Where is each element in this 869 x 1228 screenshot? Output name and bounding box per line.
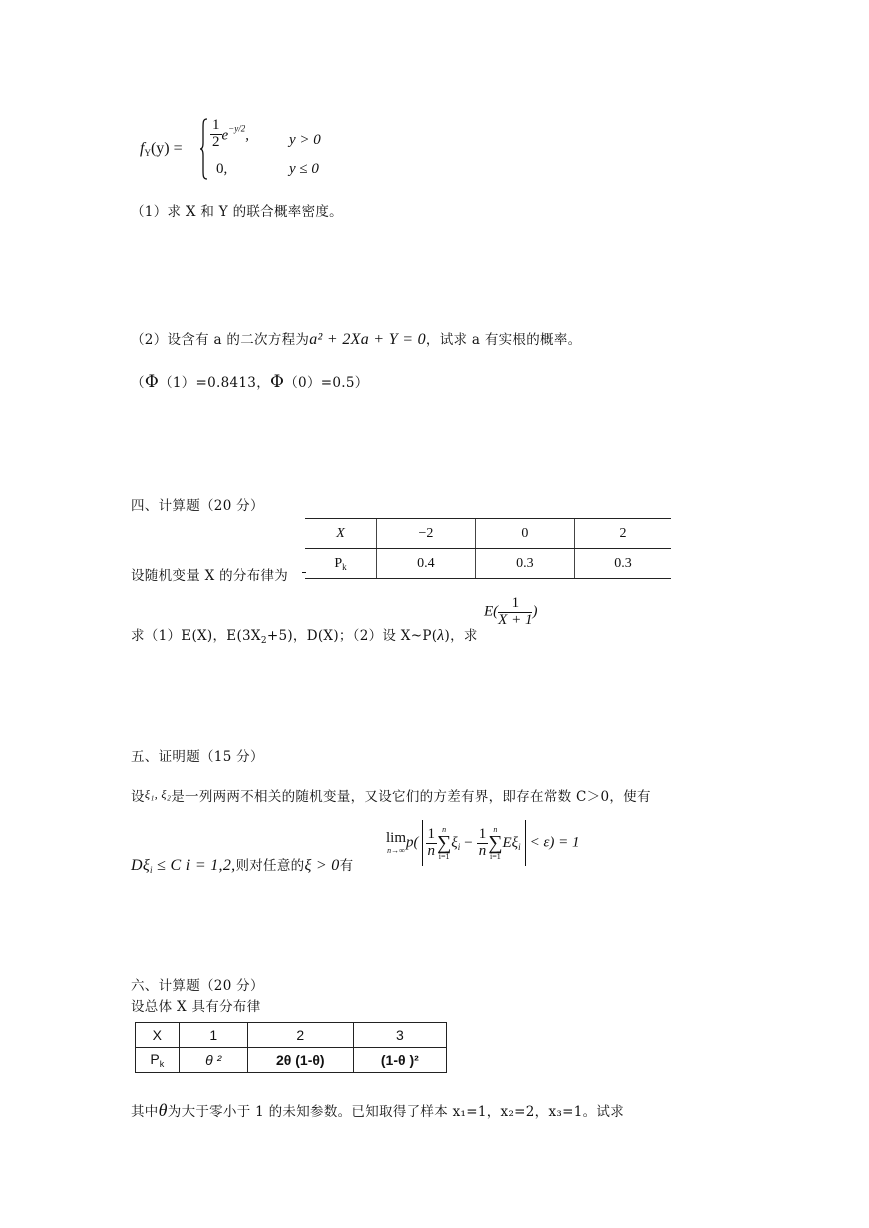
xi-sequence: ξ₁, ξ₂ bbox=[144, 787, 172, 801]
abs-bar-right bbox=[525, 820, 526, 866]
q3-part2-post: ，试求 a 有实根的概率。 bbox=[425, 332, 582, 348]
table-row bbox=[136, 1023, 447, 1048]
q5-line1 bbox=[131, 785, 651, 805]
xi-i: $\xi_i$ bbox=[451, 834, 461, 852]
piecewise-case-2: 0, bbox=[216, 161, 228, 177]
frac-a-num: 1 bbox=[427, 825, 436, 842]
abs-bar-left bbox=[422, 820, 423, 866]
frac-1n-b bbox=[477, 827, 489, 860]
sum-b-sigma: ∑ bbox=[488, 832, 503, 854]
variance-subscript: i bbox=[150, 865, 153, 875]
table-cell: 0 bbox=[475, 519, 574, 549]
hint-phi0: （0）=0.5） bbox=[284, 375, 369, 391]
piecewise-brace bbox=[200, 118, 208, 180]
q5-heading: 五、证明题（15 分） bbox=[131, 749, 264, 765]
q4-ask-mid: +5)，D(X)；（2）设 X~P( bbox=[266, 628, 438, 644]
variance-symbol: Dξ bbox=[131, 857, 151, 874]
sum-a-bottom: i=1 bbox=[438, 852, 450, 861]
table-cell: 0.3 bbox=[574, 549, 671, 579]
sum-a-sigma: ∑ bbox=[437, 832, 452, 854]
frac-b-den: n bbox=[478, 842, 487, 859]
q3-part1: （1）求 X 和 Y 的联合概率密度。 bbox=[131, 204, 343, 220]
q4-distribution-table bbox=[305, 518, 671, 579]
phi-symbol: Φ bbox=[144, 372, 160, 392]
table-cell: θ ² bbox=[179, 1048, 247, 1073]
density-fy-lhs bbox=[140, 140, 183, 158]
pk-label: P bbox=[334, 555, 343, 571]
e-xi-i: $E\xi_i$ bbox=[502, 834, 521, 852]
sum-b bbox=[488, 825, 502, 861]
table-cell: 2θ (1-θ) bbox=[247, 1048, 353, 1073]
case1-fraction bbox=[210, 118, 222, 151]
expectation-close: ) bbox=[532, 603, 538, 620]
table-row bbox=[136, 1048, 447, 1073]
q6-heading: 六、计算题（20 分） bbox=[131, 978, 264, 994]
epsilon-condition: ξ > 0 bbox=[304, 857, 340, 874]
q4-heading: 四、计算题（20 分） bbox=[131, 498, 264, 514]
lim-operator bbox=[386, 831, 406, 855]
lim-subscript: n→∞ bbox=[387, 846, 405, 855]
q5-line2 bbox=[131, 854, 353, 875]
expectation-expression bbox=[484, 596, 537, 629]
table-cell: 2 bbox=[247, 1023, 353, 1048]
q3-hint bbox=[131, 371, 369, 392]
expectation-denominator: X + 1 bbox=[498, 611, 533, 628]
phi-symbol-2: Φ bbox=[270, 372, 285, 392]
fy-argument: (y) = bbox=[150, 140, 183, 157]
q5-line2-text: 则对任意的 bbox=[235, 858, 305, 874]
expectation-numerator: 1 bbox=[498, 596, 532, 613]
table-cell: 1 bbox=[179, 1023, 247, 1048]
table-cell: 0.4 bbox=[376, 549, 475, 579]
table-cell bbox=[305, 549, 376, 579]
sum-b-bottom: i=1 bbox=[489, 852, 501, 861]
frac-b-num: 1 bbox=[478, 825, 487, 842]
frac-1n-a bbox=[426, 827, 438, 860]
q6-closing bbox=[131, 1100, 624, 1121]
theta-symbol: θ bbox=[158, 1100, 168, 1120]
case1-exponential: e bbox=[221, 127, 229, 144]
sum-a-top: n bbox=[442, 825, 447, 834]
q4-intro: 设随机变量 X 的分布律为 bbox=[131, 568, 289, 584]
q4-intro-rule bbox=[302, 572, 306, 573]
table-cell: X bbox=[136, 1023, 180, 1048]
minus-sign: − bbox=[464, 834, 473, 851]
table-cell: (1-θ )² bbox=[353, 1048, 446, 1073]
case1-denominator: 2 bbox=[212, 133, 220, 150]
case1-numerator: 1 bbox=[212, 117, 220, 133]
q4-ask-pre: 求（1）E(X)，E(3X bbox=[131, 628, 261, 644]
variance-bound bbox=[131, 857, 235, 874]
q5-line2-you: 有 bbox=[339, 858, 354, 874]
pk-subscript: k bbox=[342, 561, 347, 572]
q4-ask-post: )，求 bbox=[444, 628, 478, 644]
q6-distribution-table bbox=[135, 1022, 447, 1073]
table-row bbox=[305, 549, 671, 579]
expectation-open: E( bbox=[484, 603, 499, 620]
q4-question bbox=[131, 624, 478, 646]
q3-part2 bbox=[131, 328, 581, 349]
table-cell: −2 bbox=[376, 519, 475, 549]
q5-line1-post: 是一列两两不相关的随机变量，又设它们的方差有界，即存在常数 C＞0，使有 bbox=[171, 789, 651, 805]
sum-b-top: n bbox=[493, 825, 498, 834]
piecewise-cond-2: y ≤ 0 bbox=[289, 161, 319, 177]
expectation-fraction bbox=[498, 596, 532, 629]
lim-p: p( bbox=[406, 834, 419, 851]
lambda-symbol: λ bbox=[437, 627, 445, 644]
fy-subscript: Y bbox=[144, 148, 151, 158]
pk-label: P bbox=[150, 1051, 160, 1067]
q3-part2-pre: （2）设含有 a 的二次方程为 bbox=[131, 332, 310, 348]
frac-a-den: n bbox=[427, 842, 436, 859]
table-cell: 2 bbox=[574, 519, 671, 549]
table-cell: 3 bbox=[353, 1023, 446, 1048]
q6-intro: 设总体 X 具有分布律 bbox=[131, 999, 261, 1015]
table-cell: 0.3 bbox=[475, 549, 574, 579]
pk-subscript: k bbox=[159, 1059, 165, 1069]
piecewise-cond-1: y > 0 bbox=[289, 132, 321, 148]
lim-rest: < ε) = 1 bbox=[529, 834, 580, 851]
limit-formula bbox=[386, 820, 579, 866]
quadratic-equation: a² + 2Xa + Y = 0 bbox=[309, 331, 426, 348]
sum-a bbox=[437, 825, 451, 861]
hint-phi1: （1）=0.8413， bbox=[159, 375, 270, 391]
table-cell: X bbox=[305, 519, 376, 549]
case1-comma: , bbox=[245, 127, 249, 144]
hint-open: （ bbox=[131, 375, 145, 391]
piecewise-case-1 bbox=[210, 118, 249, 151]
q5-line1-pre: 设 bbox=[131, 789, 145, 805]
lim-text: lim bbox=[386, 830, 407, 846]
case1-exponent: −y/2 bbox=[228, 123, 246, 134]
q6-closing-pre: 其中 bbox=[131, 1104, 159, 1120]
variance-rest: ≤ C i = 1,2, bbox=[152, 857, 236, 874]
q6-closing-post: 为大于零小于 1 的未知参数。已知取得了样本 x₁=1，x₂=2，x₃=1。试求 bbox=[167, 1104, 625, 1120]
table-cell bbox=[136, 1048, 180, 1073]
q4-ask-sub: 2 bbox=[260, 636, 267, 646]
table-row bbox=[305, 519, 671, 549]
fy-symbol: f bbox=[140, 140, 145, 157]
